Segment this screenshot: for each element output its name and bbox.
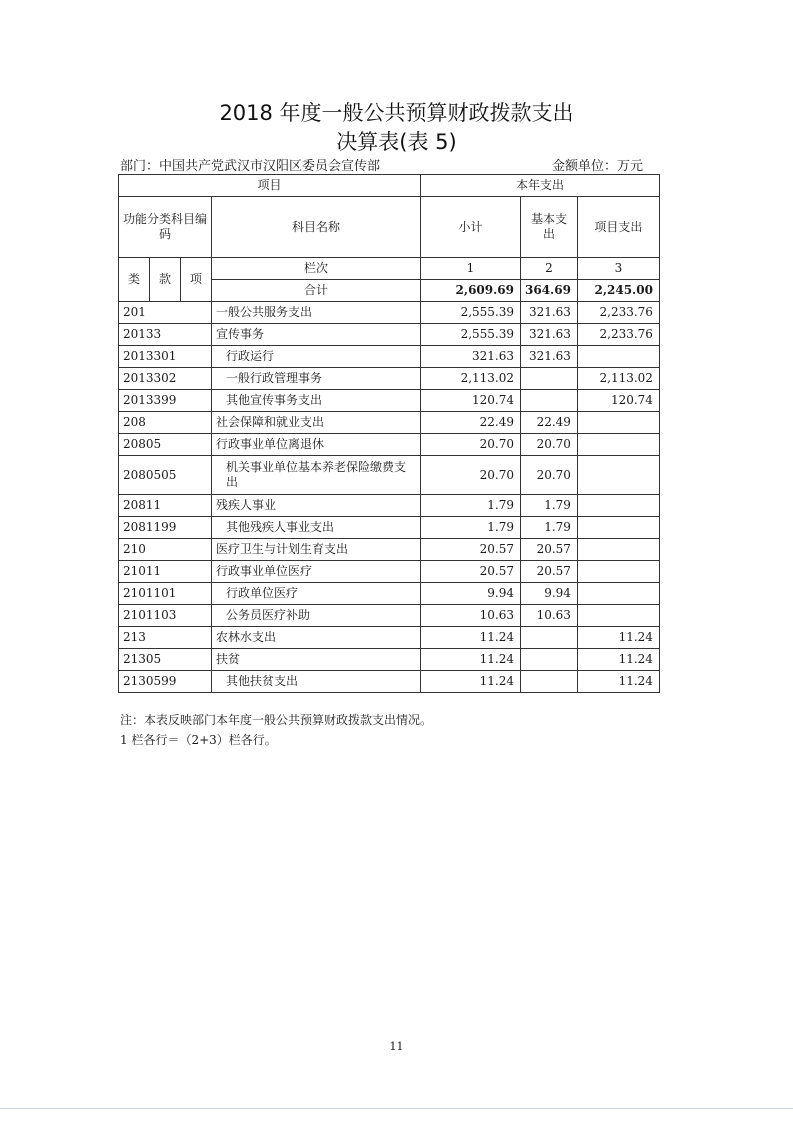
- header-project-exp: 项目支出: [577, 197, 659, 258]
- table-row: [119, 324, 660, 346]
- row-subtotal: 20.57: [421, 561, 521, 583]
- notes: [120, 710, 432, 750]
- row-subtotal: 1.79: [421, 517, 521, 539]
- row-project: [577, 561, 659, 583]
- row-code: 213: [119, 627, 212, 649]
- row-name: 行政运行: [212, 346, 421, 368]
- page-number: 11: [389, 1040, 404, 1053]
- row-subtotal: 2,555.39: [421, 324, 521, 346]
- header-project: 项目: [119, 175, 421, 197]
- table-row: [119, 671, 660, 693]
- row-name: 残疾人事业: [212, 495, 421, 517]
- row-name: 行政事业单位医疗: [212, 561, 421, 583]
- table-row: [119, 456, 660, 495]
- row-project: 11.24: [577, 671, 659, 693]
- table-row: [119, 627, 660, 649]
- header-func-code: 功能分类科目编码: [119, 197, 212, 258]
- header-basic: 基本支出: [521, 197, 578, 258]
- header-subject-name: 科目名称: [212, 197, 421, 258]
- table-row: [119, 605, 660, 627]
- row-subtotal: 1.79: [421, 495, 521, 517]
- header-xiang: 项: [181, 258, 212, 302]
- table-row: [119, 434, 660, 456]
- row-name: 机关事业单位基本养老保险缴费支出: [212, 456, 421, 495]
- row-subtotal: 2,113.02: [421, 368, 521, 390]
- table-row: [119, 583, 660, 605]
- table-row: [119, 539, 660, 561]
- table-row: [119, 368, 660, 390]
- row-basic: [521, 627, 578, 649]
- row-basic: 20.57: [521, 539, 578, 561]
- row-basic: 10.63: [521, 605, 578, 627]
- header-kuan: 款: [150, 258, 181, 302]
- row-basic: 1.79: [521, 495, 578, 517]
- row-code: 2081199: [119, 517, 212, 539]
- note-line-1: 注：本表反映部门本年度一般公共预算财政拨款支出情况。: [120, 713, 433, 727]
- row-name: 其他扶贫支出: [212, 671, 421, 693]
- row-basic: [521, 671, 578, 693]
- row-subtotal: 20.70: [421, 434, 521, 456]
- row-project: [577, 434, 659, 456]
- row-code: 2080505: [119, 456, 212, 495]
- header-col3: 3: [577, 258, 659, 280]
- row-project: 2,113.02: [577, 368, 659, 390]
- row-project: [577, 456, 659, 495]
- header-subtotal: 小计: [421, 197, 521, 258]
- row-basic: 321.63: [521, 324, 578, 346]
- row-basic: 20.70: [521, 434, 578, 456]
- row-subtotal: 20.57: [421, 539, 521, 561]
- row-name: 宣传事务: [212, 324, 421, 346]
- row-subtotal: 9.94: [421, 583, 521, 605]
- row-subtotal: 20.70: [421, 456, 521, 495]
- row-code: 2013399: [119, 390, 212, 412]
- row-code: 20811: [119, 495, 212, 517]
- table-row: [119, 495, 660, 517]
- header-this-year: 本年支出: [421, 175, 660, 197]
- row-name: 公务员医疗补助: [212, 605, 421, 627]
- row-name: 其他宣传事务支出: [212, 390, 421, 412]
- row-subtotal: 11.24: [421, 649, 521, 671]
- row-project: [577, 517, 659, 539]
- total-basic: 364.69: [521, 280, 578, 302]
- row-project: [577, 346, 659, 368]
- row-code: 21011: [119, 561, 212, 583]
- row-code: 210: [119, 539, 212, 561]
- row-basic: [521, 390, 578, 412]
- row-project: [577, 412, 659, 434]
- row-subtotal: 120.74: [421, 390, 521, 412]
- header-col2: 2: [521, 258, 578, 280]
- expenditure-table: [118, 174, 660, 693]
- row-basic: 1.79: [521, 517, 578, 539]
- header-lei: 类: [119, 258, 150, 302]
- row-code: 2101101: [119, 583, 212, 605]
- row-subtotal: 11.24: [421, 671, 521, 693]
- table-row: [119, 412, 660, 434]
- row-basic: [521, 649, 578, 671]
- row-basic: 321.63: [521, 302, 578, 324]
- row-code: 201: [119, 302, 212, 324]
- table-row: [119, 649, 660, 671]
- row-project: 2,233.76: [577, 324, 659, 346]
- row-basic: 22.49: [521, 412, 578, 434]
- row-name: 一般公共服务支出: [212, 302, 421, 324]
- row-code: 20805: [119, 434, 212, 456]
- row-code: 208: [119, 412, 212, 434]
- row-basic: 9.94: [521, 583, 578, 605]
- table-row: [119, 302, 660, 324]
- row-name: 行政事业单位离退休: [212, 434, 421, 456]
- row-project: [577, 583, 659, 605]
- row-basic: 321.63: [521, 346, 578, 368]
- row-name: 行政单位医疗: [212, 583, 421, 605]
- row-project: [577, 605, 659, 627]
- row-project: 2,233.76: [577, 302, 659, 324]
- row-code: 21305: [119, 649, 212, 671]
- row-basic: 20.70: [521, 456, 578, 495]
- unit-label: 金额单位：万元: [552, 159, 644, 174]
- row-name: 其他残疾人事业支出: [212, 517, 421, 539]
- row-subtotal: 22.49: [421, 412, 521, 434]
- row-basic: 20.57: [521, 561, 578, 583]
- total-subtotal: 2,609.69: [421, 280, 521, 302]
- row-project: 11.24: [577, 627, 659, 649]
- total-project: 2,245.00: [577, 280, 659, 302]
- row-code: 2101103: [119, 605, 212, 627]
- total-label: 合计: [212, 280, 421, 302]
- row-subtotal: 11.24: [421, 627, 521, 649]
- table-row: [119, 517, 660, 539]
- row-project: 120.74: [577, 390, 659, 412]
- header-col1: 1: [421, 258, 521, 280]
- report-title-line2: 决算表(表 5): [336, 130, 457, 154]
- row-name: 医疗卫生与计划生育支出: [212, 539, 421, 561]
- table-row: [119, 346, 660, 368]
- row-name: 一般行政管理事务: [212, 368, 421, 390]
- table-row: [119, 390, 660, 412]
- bottom-rule: [0, 1108, 793, 1109]
- row-subtotal: 2,555.39: [421, 302, 521, 324]
- row-project: [577, 539, 659, 561]
- table-row: [119, 561, 660, 583]
- row-basic: [521, 368, 578, 390]
- row-name: 农林水支出: [212, 627, 421, 649]
- note-line-2: 1 栏各行＝（2+3）栏各行。: [120, 733, 277, 747]
- row-project: 11.24: [577, 649, 659, 671]
- row-subtotal: 321.63: [421, 346, 521, 368]
- row-subtotal: 10.63: [421, 605, 521, 627]
- department-label: 部门：中国共产党武汉市汉阳区委员会宣传部: [120, 159, 381, 174]
- row-code: 20133: [119, 324, 212, 346]
- row-code: 2013301: [119, 346, 212, 368]
- row-code: 2013302: [119, 368, 212, 390]
- row-name: 扶贫: [212, 649, 421, 671]
- row-code: 2130599: [119, 671, 212, 693]
- report-title-line1: 2018 年度一般公共预算财政拨款支出: [219, 101, 574, 125]
- header-column-no: 栏次: [212, 258, 421, 280]
- row-project: [577, 495, 659, 517]
- row-name: 社会保障和就业支出: [212, 412, 421, 434]
